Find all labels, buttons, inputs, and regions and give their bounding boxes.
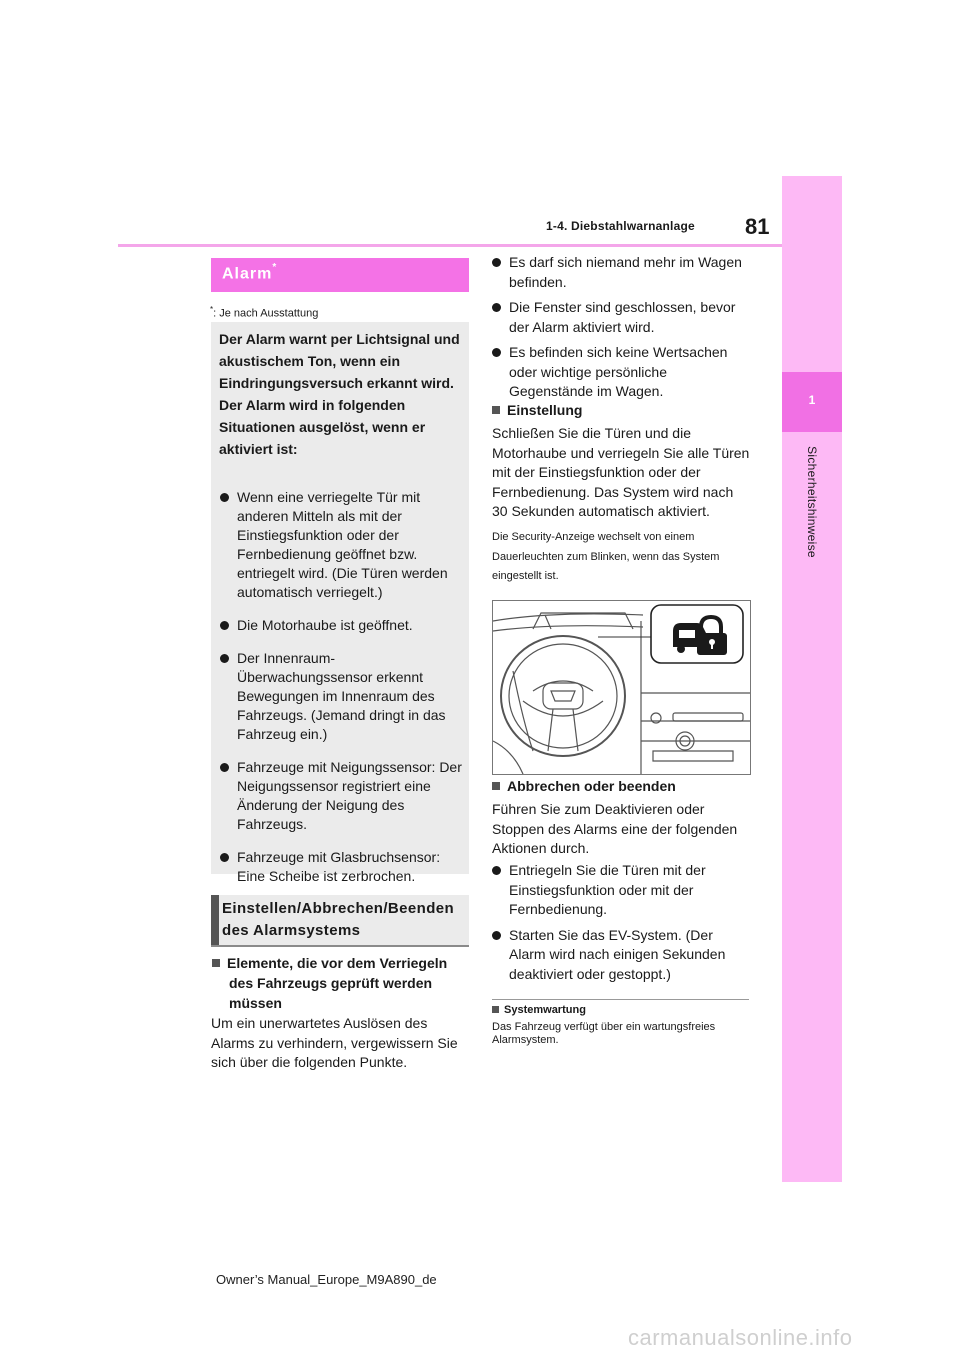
security-indicator-callout (651, 605, 743, 663)
list-item: Entriegeln Sie die Türen mit der Einstiegsfunktion oder mit der Fernbedienung. (492, 861, 752, 920)
elemente-text: Um ein unerwartetes Auslösen des Alarms zu verhindern, vergewissern Sie sich über die folgenden Punkte. (211, 1015, 458, 1070)
alarm-title: Alarm* (222, 262, 278, 283)
bullet-icon (220, 853, 229, 862)
bullet-icon (220, 621, 229, 630)
bullet-icon (492, 303, 501, 312)
section-title: 1-4. Diebstahlwarnanlage (546, 219, 695, 233)
bullet-icon (220, 763, 229, 772)
list-item: Starten Sie das EV-System. (Der Alarm wird nach einigen Sekunden deaktiviert oder gestoppt.) (492, 926, 752, 985)
list-item: Fahrzeuge mit Neigungssensor: Der Neigungssensor registriert eine Änderung der Neigung des Fahrzeugs. (220, 758, 466, 834)
bullet-icon (220, 654, 229, 663)
dashboard-illustration (493, 601, 750, 774)
bullet-icon (492, 931, 501, 940)
chapter-side-strip (782, 176, 842, 1182)
einstellung-heading: Einstellung (492, 402, 582, 418)
systemwartung-text: Das Fahrzeug verfügt über ein wartungsfreies Alarmsystem. (492, 1021, 716, 1046)
list-item: Fahrzeuge mit Glasbruchsensor: Eine Scheibe ist zerbrochen. (220, 848, 466, 886)
watermark: carmanualsonline.info (628, 1325, 853, 1350)
manual-id: Owner’s Manual_Europe_M9A890_de (216, 1272, 437, 1287)
alarm-lead-text (219, 328, 465, 460)
abbrechen-text: Führen Sie zum Deaktivieren oder Stoppen des Alarms eine der folgenden Aktionen durch. (492, 801, 738, 856)
bullet-icon (492, 866, 501, 875)
check-list (492, 253, 752, 408)
chapter-label: Sicherheitshinweise (805, 446, 819, 558)
abbrechen-heading: Abbrechen oder beenden (492, 778, 676, 794)
list-item: Die Motorhaube ist geöffnet. (220, 616, 466, 635)
bullet-icon (492, 258, 501, 267)
security-indicator-illustration (492, 600, 751, 775)
abbrechen-list (492, 861, 752, 990)
list-item: Es befinden sich keine Wertsachen oder wichtige persönliche Gegenstände im Wagen. (492, 343, 752, 402)
alarm-trigger-list (220, 488, 466, 900)
elemente-heading: Elemente, die vor dem Verriegeln des Fahrzeugs geprüft werden müssen (212, 953, 472, 1013)
list-item: Wenn eine verriegelte Tür mit anderen Mitteln als mit der Einstiegsfunktion oder der Fernbedienung geöffnet bzw. entriegelt wird. (Die Türen werden automatisch verriegelt.) (220, 488, 466, 602)
list-item: Es darf sich niemand mehr im Wagen befinden. (492, 253, 752, 292)
systemwartung-rule (492, 999, 749, 1000)
bullet-icon (492, 348, 501, 357)
footnote: *: Je nach Ausstattung (210, 305, 319, 320)
einstellen-title: Einstellen/Abbrechen/Beenden des Alarmsystems (222, 900, 455, 939)
square-bullet-icon (492, 1006, 499, 1013)
header-rule (118, 244, 782, 247)
square-bullet-icon (212, 959, 220, 967)
square-bullet-icon (492, 782, 500, 790)
einstellung-text: Schließen Sie die Türen und die Motorhaube und verriegeln Sie alle Türen mit der Einstiegsfunktion oder der Fernbedienung. Das System wird nach 30 Sekunden automatisch aktiviert. (492, 425, 750, 519)
list-item: Die Fenster sind geschlossen, bevor der Alarm aktiviert wird. (492, 298, 752, 337)
bullet-icon (220, 493, 229, 502)
list-item: Der Innenraum-Überwachungssensor erkennt Bewegungen im Innenraum des Fahrzeugs. (Jemand dringt in das Fahrzeug ein.) (220, 649, 466, 744)
security-indicator-text: Die Security-Anzeige wechselt von einem Dauerleuchten zum Blinken, wenn das System eingestellt ist. (492, 531, 720, 582)
systemwartung-heading: Systemwartung (492, 1004, 586, 1016)
page-number: 81 (745, 214, 770, 239)
asterisk-mark: * (272, 262, 278, 273)
alarm-lead-1: Der Alarm warnt per Lichtsignal und akustischem Ton, wenn ein Eindringungsversuch erkannt wird. (219, 331, 460, 391)
alarm-lead-2: Der Alarm wird in folgenden Situationen ausgelöst, wenn er aktiviert ist: (219, 397, 426, 457)
square-bullet-icon (492, 406, 500, 414)
chapter-number: 1 (808, 393, 816, 407)
einstellen-accent (211, 895, 219, 945)
